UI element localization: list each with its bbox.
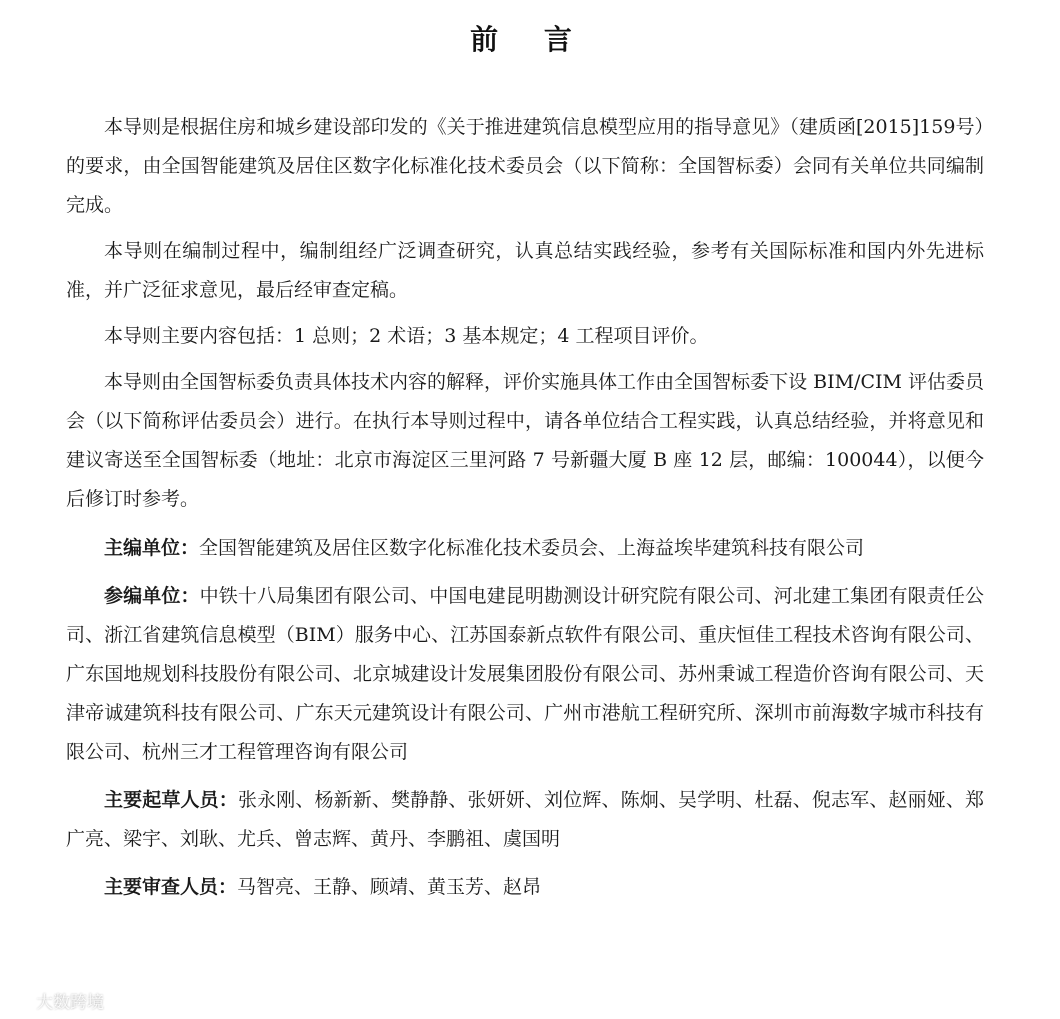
drafters-line xyxy=(66,781,984,859)
chief-editor-label: 主编单位： xyxy=(104,537,200,559)
page-title: 前 言 xyxy=(470,23,590,56)
participating-line xyxy=(66,577,984,772)
weibo-logo-icon xyxy=(6,990,32,1012)
chief-editor-line xyxy=(66,529,984,568)
paragraph-basis: 本导则是根据住房和城乡建设部印发的《关于推进建筑信息模型应用的指导意见》（建质函[2015]159号）的要求，由全国智能建筑及居住区数字化标准化技术委员会（以下简称：全国智标委）会同有关单位共同编制完成。 xyxy=(66,116,984,216)
participating-label: 参编单位： xyxy=(104,585,200,607)
paragraph-interpretation: 本导则由全国智标委负责具体技术内容的解释，评价实施具体工作由全国智标委下设 BIM/CIM 评估委员会（以下简称评估委员会）进行。在执行本导则过程中，请各单位结合工程实践，认真总结经验，并将意见和建议寄送至全国智标委（地址：北京市海淀区三里河路 7 号新疆大厦 B 座 12 层，邮编：100044），以便今后修订时参考。 xyxy=(66,371,984,510)
reviewers-value: 马智亮、王静、顾靖、黄玉芳、赵昂 xyxy=(237,876,542,898)
drafters-value: 张永刚、杨新新、樊静静、张妍妍、刘位辉、陈炯、吴学明、杜磊、倪志军、赵丽娅、郑广亮、梁宇、刘耿、尤兵、曾志辉、黄丹、李鹏祖、虞国明 xyxy=(66,789,984,850)
watermark-text: 大数跨境 xyxy=(36,993,104,1013)
paragraph-contents: 本导则主要内容包括：1 总则；2 术语；3 基本规定；4 工程项目评价。 xyxy=(104,325,709,347)
chief-editor-value: 全国智能建筑及居住区数字化标准化技术委员会、上海益埃毕建筑科技有限公司 xyxy=(199,537,865,559)
drafters-label: 主要起草人员： xyxy=(104,789,238,811)
participating-value: 中铁十八局集团有限公司、中国电建昆明勘测设计研究院有限公司、河北建工集团有限责任公司、浙江省建筑信息模型（BIM）服务中心、江苏国泰新点软件有限公司、重庆恒佳工程技术咨询有限公司、广东国地规划科技股份有限公司、北京城建设计发展集团股份有限公司、苏州秉诚工程造价咨询有限公司、天津帝诚建筑科技有限公司、广东天元建筑设计有限公司、广州市港航工程研究所、深圳市前海数字城市科技有限公司、杭州三才工程管理咨询有限公司 xyxy=(66,585,984,763)
reviewers-line xyxy=(66,868,984,907)
reviewers-label: 主要审查人员： xyxy=(104,876,238,898)
credits-section xyxy=(66,529,984,907)
watermark xyxy=(6,988,104,1013)
paragraph-process: 本导则在编制过程中，编制组经广泛调查研究，认真总结实践经验，参考有关国际标准和国内外先进标准，并广泛征求意见，最后经审查定稿。 xyxy=(66,240,984,301)
document-body xyxy=(66,108,984,907)
